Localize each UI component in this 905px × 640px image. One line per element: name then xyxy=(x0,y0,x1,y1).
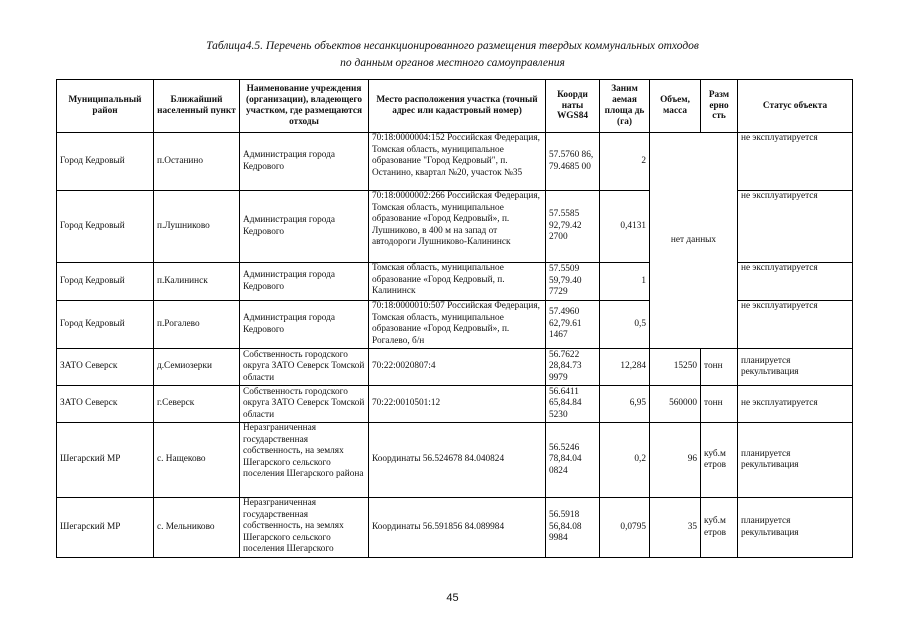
cell-locality: г.Северск xyxy=(154,386,240,423)
table-row xyxy=(57,498,853,558)
page-number: 45 xyxy=(446,592,459,604)
cell-volume: 560000 xyxy=(650,386,701,423)
table-row xyxy=(57,423,853,498)
cell-status: не эксплуатируется xyxy=(738,191,853,263)
cell-district: Город Кедровый xyxy=(57,133,154,191)
cell-owner: Неразграниченная государственная собственность, на землях Шегарского сельского поселения Шегарского xyxy=(240,498,369,558)
cell-coords: 56.6411 65,84.84 5230 xyxy=(546,386,600,423)
cell-status: планируется рекультивация xyxy=(738,498,853,558)
cell-location: Координаты 56.524678 84.040824 xyxy=(369,423,546,498)
cell-area: 12,284 xyxy=(600,349,650,386)
cell-locality: с. Нащеково xyxy=(154,423,240,498)
cell-status: не эксплуатируется xyxy=(738,263,853,301)
cell-district: Город Кедровый xyxy=(57,263,154,301)
cell-coords: 57.5760 86, 79.4685 00 xyxy=(546,133,600,191)
header-location: Место расположения участка (точный адрес или кадастровый номер) xyxy=(369,80,546,133)
cell-district: Шегарский МР xyxy=(57,423,154,498)
cell-location: 70:18:0000004:152 Российская Федерация, Томская область, муниципальное образование "Город Кедровый", п. Останино, квартал №20, участок №35 xyxy=(369,133,546,191)
cell-area: 0,4131 xyxy=(600,191,650,263)
table-row xyxy=(57,349,853,386)
header-locality: Ближайший населенный пункт xyxy=(154,80,240,133)
cell-area: 6,95 xyxy=(600,386,650,423)
cell-volume: 96 xyxy=(650,423,701,498)
header-status: Статус объекта xyxy=(738,80,853,133)
cell-volume: 35 xyxy=(650,498,701,558)
cell-owner: Администрация города Кедрового xyxy=(240,191,369,263)
table-caption-line-1: Таблица4.5. Перечень объектов несанкционированного размещения твердых коммунальных отходов xyxy=(206,40,699,52)
cell-coords: 57.5509 59,79.40 7729 xyxy=(546,263,600,301)
header-area: Заним аемая площа дь (га) xyxy=(600,80,650,133)
cell-locality: п.Рогалево xyxy=(154,301,240,349)
cell-district: Шегарский МР xyxy=(57,498,154,558)
cell-owner: Неразграниченная государственная собственность, на землях Шегарского сельского поселения Шегарского района xyxy=(240,423,369,498)
cell-district: Город Кедровый xyxy=(57,301,154,349)
cell-owner: Администрация города Кедрового xyxy=(240,133,369,191)
header-owner: Наименование учреждения (организации), владеющего участком, где размещаются отходы xyxy=(240,80,369,133)
cell-status: не эксплуатируется xyxy=(738,301,853,349)
cell-coords: 56.5246 78,84.04 0824 xyxy=(546,423,600,498)
header-district: Муниципальный район xyxy=(57,80,154,133)
cell-locality: с. Мельниково xyxy=(154,498,240,558)
cell-location: 70:18:0000002:266 Российская Федерация, Томская область, муниципальное образование «Город Кедровый», п. Лушниково, в 400 м на запад от автодороги Лушниково-Калининск xyxy=(369,191,546,263)
cell-locality: п.Останино xyxy=(154,133,240,191)
cell-area: 0,2 xyxy=(600,423,650,498)
cell-unit: куб.м етров xyxy=(701,498,738,558)
cell-location: 70:22:0020807:4 xyxy=(369,349,546,386)
cell-owner: Собственность городского округа ЗАТО Северск Томской области xyxy=(240,386,369,423)
cell-location: Координаты 56.591856 84.089984 xyxy=(369,498,546,558)
cell-owner: Администрация города Кедрового xyxy=(240,263,369,301)
header-coords: Коорди наты WGS84 xyxy=(546,80,600,133)
cell-coords: 57.4960 62,79.61 1467 xyxy=(546,301,600,349)
waste-sites-table xyxy=(56,79,853,558)
cell-owner: Администрация города Кедрового xyxy=(240,301,369,349)
cell-district: Город Кедровый xyxy=(57,191,154,263)
table-header-row xyxy=(57,80,853,133)
cell-district: ЗАТО Северск xyxy=(57,349,154,386)
table-caption-line-2: по данным органов местного самоуправления xyxy=(340,57,565,69)
cell-area: 0,0795 xyxy=(600,498,650,558)
cell-owner: Собственность городского округа ЗАТО Северск Томской области xyxy=(240,349,369,386)
cell-coords: 56.7622 28,84.73 9979 xyxy=(546,349,600,386)
cell-location: 70:18:0000010:507 Российская Федерация, Томская область, муниципальное образование «Город Кедровый», п. Рогалево, б/н xyxy=(369,301,546,349)
header-volume: Объем, масса xyxy=(650,80,701,133)
table-row xyxy=(57,133,853,191)
header-unit: Разм ерно сть xyxy=(701,80,738,133)
cell-area: 2 xyxy=(600,133,650,191)
cell-status: планируется рекультивация xyxy=(738,423,853,498)
cell-locality: д.Семиозерки xyxy=(154,349,240,386)
cell-volume: 15250 xyxy=(650,349,701,386)
cell-area: 0,5 xyxy=(600,301,650,349)
cell-coords: 57.5585 92,79.42 2700 xyxy=(546,191,600,263)
cell-locality: п.Лушниково xyxy=(154,191,240,263)
cell-district: ЗАТО Северск xyxy=(57,386,154,423)
table-row xyxy=(57,386,853,423)
cell-coords: 56.5918 56,84.08 9984 xyxy=(546,498,600,558)
cell-unit: тонн xyxy=(701,386,738,423)
cell-location: Томская область, муниципальное образование «Город Кедровый, п. Калининск xyxy=(369,263,546,301)
cell-status: не эксплуатируется xyxy=(738,386,853,423)
cell-unit: куб.м етров xyxy=(701,423,738,498)
cell-location: 70:22:0010501:12 xyxy=(369,386,546,423)
cell-locality: п.Калининск xyxy=(154,263,240,301)
cell-unit: тонн xyxy=(701,349,738,386)
cell-status: не эксплуатируется xyxy=(738,133,853,191)
cell-area: 1 xyxy=(600,263,650,301)
cell-status: планируется рекультивация xyxy=(738,349,853,386)
cell-no-data: нет данных xyxy=(650,133,738,349)
